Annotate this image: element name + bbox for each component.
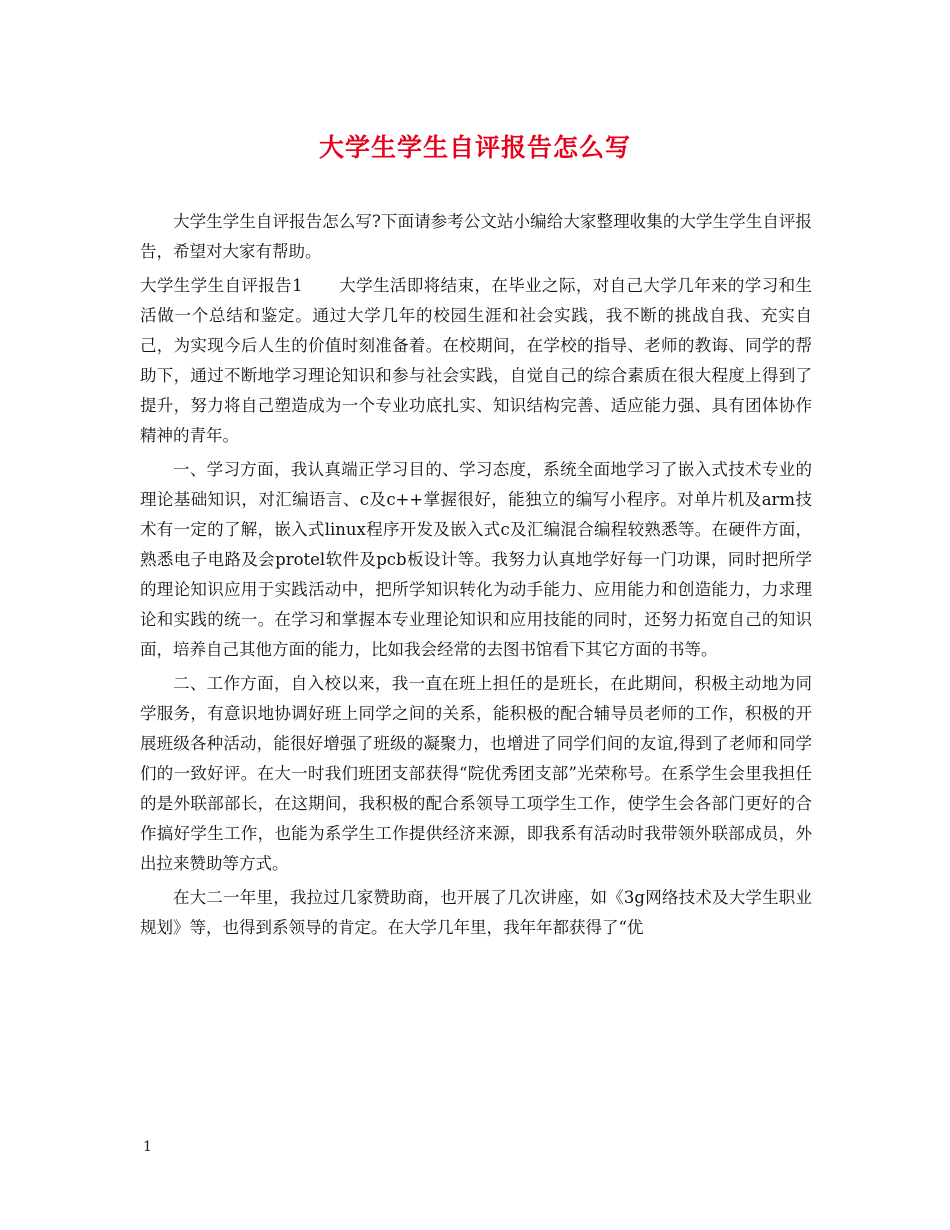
sophomore-paragraph: 在大二一年里，我拉过几家赞助商，也开展了几次讲座，如《3g网络技术及大学生职业规划》等，也得到系领导的肯定。在大学几年里，我年年都获得了“优 — [140, 888, 812, 937]
page-number: 1 — [143, 1139, 152, 1155]
intro-paragraph: 大学生学生自评报告怎么写?下面请参考公文站小编给大家整理收集的大学生学生自评报告，希望对大家有帮助。 — [140, 212, 812, 261]
work-paragraph: 二、工作方面，自入校以来，我一直在班上担任的是班长，在此期间，积极主动地为同学服务，有意识地协调好班上同学之间的关系，能积极的配合辅导员老师的工作，积极的开展班级各种活动，能很好增强了班级的凝聚力，也增进了同学们间的友谊,得到了老师和同学们的一致好评。在大一时我们班团支部获得“院优秀团支部”光荣称号。在系学生会里我担任的是外联部部长，在这期间，我积极的配合系领导工项学生工作，使学生会各部门更好的合作搞好学生工作，也能为系学生工作提供经济来源，即我系有活动时我带领外联部成员，外出拉来赞助等方式。 — [140, 674, 812, 873]
section-paragraph — [140, 271, 812, 451]
section-first-text: 大学生活即将结束，在毕业之际，对自己大学几年来的学习和生活做一个总结和鉴定。通过大学几年的校园生涯和社会实践，我不断的挑战自我、充实自己，为实现今后人生的价值时刻准备着。在校期间，在学校的指导、老师的教诲、同学的帮助下，通过不断地学习理论知识和参与社会实践，自觉自己的综合素质在很大程度上得到了提升，努力将自己塑造成为一个专业功底扎实、知识结构完善、适应能力强、具有团体协作精神的青年。 — [140, 276, 813, 445]
document-body — [140, 207, 812, 943]
section-heading: 大学生学生自评报告1 — [140, 276, 303, 295]
document-title: 大学生学生自评报告怎么写 — [318, 133, 631, 162]
study-paragraph: 一、学习方面，我认真端正学习目的、学习态度，系统全面地学习了嵌入式技术专业的理论基础知识，对汇编语言、c及c++掌握很好，能独立的编写小程序。对单片机及arm技术有一定的了解，嵌入式linux程序开发及嵌入式c及汇编混合编程较熟悉等。在硬件方面，熟悉电子电路及会protel软件及pcb板设计等。我努力认真地学好每一门功课，同时把所学的理论知识应用于实践活动中，把所学知识转化为动手能力、应用能力和创造能力，力求理论和实践的统一。在学习和掌握本专业理论知识和应用技能的同时，还努力拓宽自己的知识面，培养自己其他方面的能力，比如我会经常的去图书馆看下其它方面的书等。 — [140, 460, 812, 659]
